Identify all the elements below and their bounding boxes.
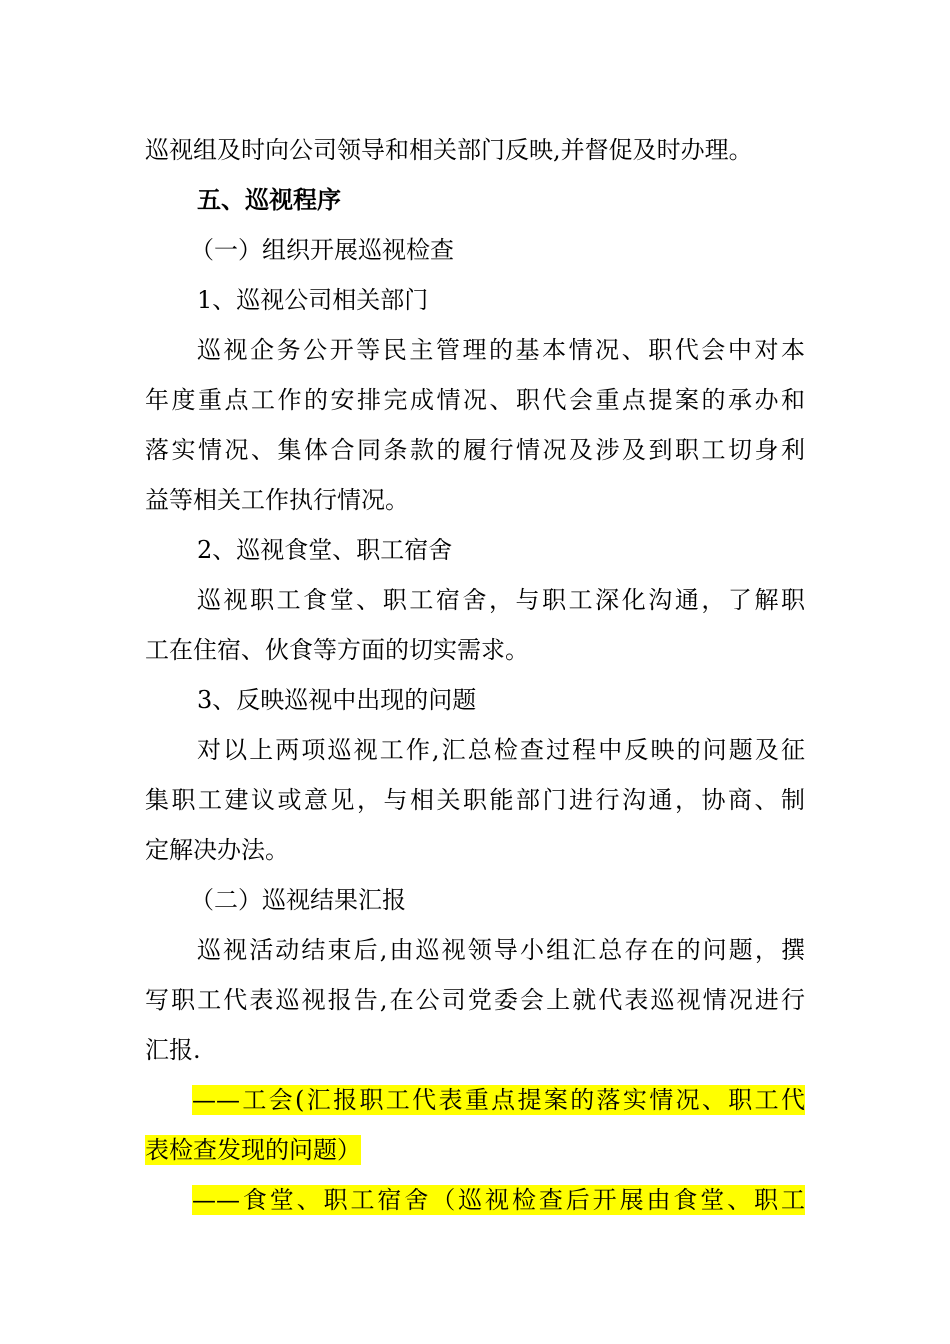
- text-line: 巡视企务公开等民主管理的基本情况、职代会中对本: [197, 336, 805, 364]
- section-heading: 五、巡视程序: [197, 185, 341, 214]
- highlighted-text-line: 表检查发现的问题）: [145, 1136, 361, 1164]
- text-line: 巡视活动结束后,由巡视领导小组汇总存在的问题，撰: [197, 936, 805, 964]
- subsection-heading: （二）巡视结果汇报: [190, 886, 406, 914]
- text-line: 工在住宿、伙食等方面的切实需求。: [145, 636, 529, 664]
- highlighted-text-line: ——食堂、职工宿舍（巡视检查后开展由食堂、职工: [192, 1186, 805, 1214]
- text-line: 汇报.: [145, 1036, 201, 1064]
- item-heading: 3、反映巡视中出现的问题: [197, 686, 477, 714]
- text-line: 定解决办法。: [145, 836, 289, 864]
- item-heading: 1、巡视公司相关部门: [197, 286, 429, 314]
- text-line: 巡视组及时向公司领导和相关部门反映,并督促及时办理。: [145, 136, 753, 164]
- subsection-heading: （一）组织开展巡视检查: [190, 236, 454, 264]
- text-line: 巡视职工食堂、职工宿舍，与职工深化沟通，了解职: [197, 586, 805, 614]
- text-line: 落实情况、集体合同条款的履行情况及涉及到职工切身利: [145, 436, 805, 464]
- item-heading: 2、巡视食堂、职工宿舍: [197, 536, 453, 564]
- text-line: 益等相关工作执行情况。: [145, 486, 409, 514]
- highlighted-text-line: ——工会(汇报职工代表重点提案的落实情况、职工代: [192, 1086, 805, 1114]
- text-line: 年度重点工作的安排完成情况、职代会重点提案的承办和: [145, 386, 805, 414]
- text-line: 集职工建议或意见，与相关职能部门进行沟通，协商、制: [145, 786, 805, 814]
- text-line: 对以上两项巡视工作,汇总检查过程中反映的问题及征: [197, 736, 805, 764]
- text-line: 写职工代表巡视报告,在公司党委会上就代表巡视情况进行: [145, 986, 805, 1014]
